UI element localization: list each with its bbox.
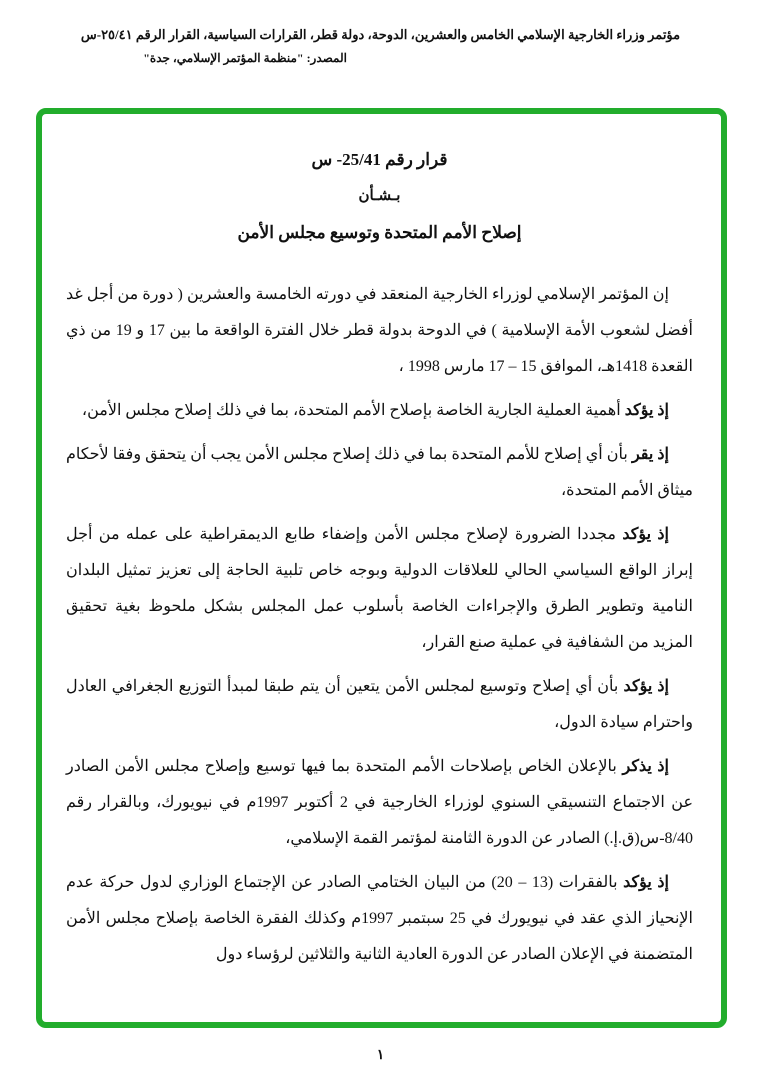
resolution-paragraph [66, 749, 693, 857]
resolution-paragraph [66, 393, 693, 429]
resolution-content [42, 114, 721, 973]
resolution-paragraph [66, 437, 693, 509]
paragraph-lead: إذ يؤكد [623, 874, 669, 891]
paragraph-text: بالفقرات (13 – 20) من البيان الختامي الصادر عن الإجتماع الوزاري لدول حركة عدم الإنحياز الذي عقد في نيويورك في 25 سبتمبر 1997م وكذلك الفقرة الخاصة بإصلاح مجلس الأمن المتضمنة في الإعلان الصادر عن الدورة العادية الثانية والثلاثين لرؤساء دول [66, 874, 694, 963]
resolution-regarding-label: بـشـأن [358, 188, 401, 204]
paragraph-lead: إذ يؤكد [624, 402, 669, 419]
resolution-paragraph-preamble [66, 277, 693, 385]
paragraph-lead: إذ يؤكد [622, 526, 669, 543]
resolution-paragraph [66, 517, 693, 661]
paragraph-lead: إذ يقر [631, 446, 669, 463]
paragraph-text: أهمية العملية الجارية الخاصة بإصلاح الأمم المتحدة، بما في ذلك إصلاح مجلس الأمن، [81, 402, 625, 419]
paragraph-lead: إذ يؤكد [623, 678, 669, 695]
paragraph-text: إن المؤتمر الإسلامي لوزراء الخارجية المنعقد في دورته الخامسة والعشرين ( دورة من أجل غد أفضل لشعوب الأمة الإسلامية ) في الدوحة بدولة قطر خلال الفترة الواقعة ما بين 17 و 19 من ذي القعدة 1418هـ، الموافق 15 – 17 مارس 1998 ، [66, 286, 693, 375]
resolution-body [66, 277, 693, 973]
paragraph-lead: إذ يذكر [622, 758, 669, 775]
header-citation: مؤتمر وزراء الخارجية الإسلامي الخامس والعشرين، الدوحة، دولة قطر، القرارات السياسية، القرار الرقم ٢٥/٤١-س [80, 27, 681, 42]
paragraph-text: مجددا الضرورة لإصلاح مجلس الأمن وإضفاء طابع الديمقراطية على عمله من أجل إبراز الواقع السياسي الحالي للعلاقات الدولية وبوجه خاص تلبية الحاجة إلى تعزيز تمثيل البلدان النامية وتطوير الطرق والإجراءات الخاصة بأسلوب عمل المجلس بشكل ملحوظ بغية تحقيق المزيد من الشفافية في عملية صنع القرار، [66, 526, 693, 651]
resolution-paragraph [66, 669, 693, 741]
resolution-paragraph [66, 865, 693, 973]
resolution-frame [36, 108, 727, 1028]
page-number: ١ [376, 1048, 385, 1063]
resolution-subject: إصلاح الأمم المتحدة وتوسيع مجلس الأمن [237, 223, 522, 242]
paragraph-text: بأن أي إصلاح للأمم المتحدة بما في ذلك إصلاح مجلس الأمن يجب أن يتحقق وفقا لأحكام ميثاق الأمم المتحدة، [66, 446, 693, 499]
resolution-number: قرار رقم 25/41- س [311, 150, 448, 169]
paragraph-text: بالإعلان الخاص بإصلاحات الأمم المتحدة بما فيها توسيع وإصلاح مجلس الأمن الصادر عن الاجتماع التنسيقي السنوي لوزراء الخارجية في 2 أكتوبر 1997م في نيويورك، وبالقرار رقم 8/40-س(ق.إ.) الصادر عن الدورة الثامنة لمؤتمر القمة الإسلامي، [66, 758, 694, 847]
document-header [0, 26, 761, 67]
resolution-title-block [66, 148, 693, 245]
header-source-line: المصدر: "منظمة المؤتمر الإسلامي، جدة" [143, 51, 347, 65]
paragraph-text: بأن أي إصلاح وتوسيع لمجلس الأمن يتعين أن يتم طبقا لمبدأ التوزيع الجغرافي العادل واحترام سيادة الدول، [66, 678, 693, 731]
